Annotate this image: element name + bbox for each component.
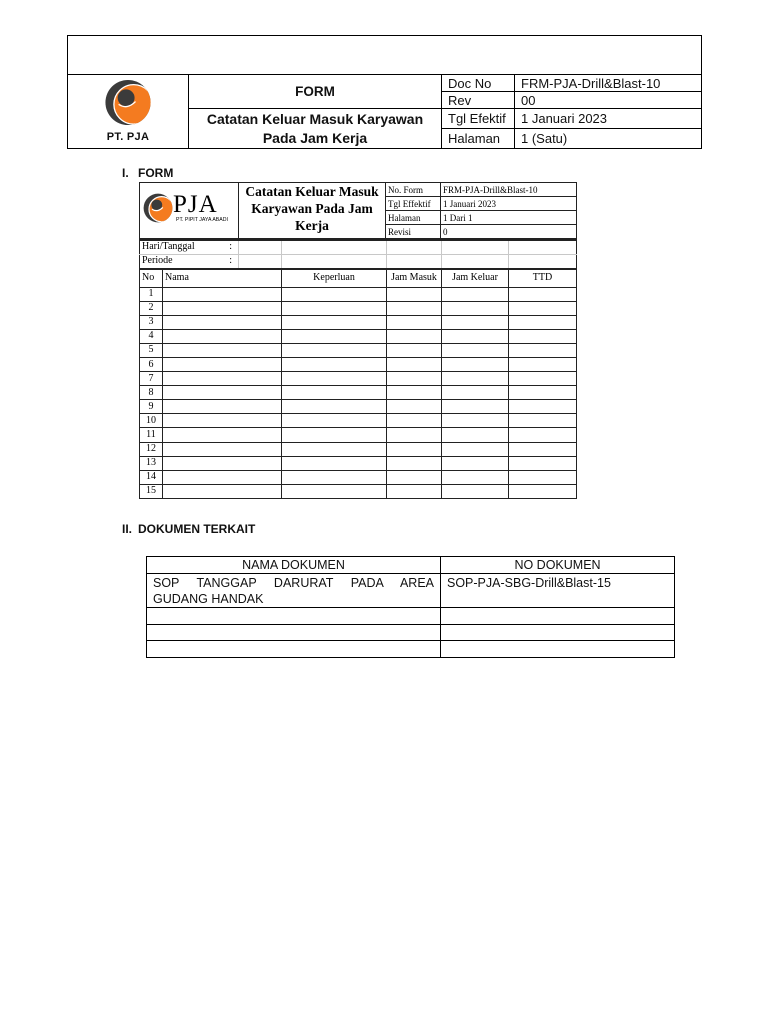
- attendance-cell-jam-keluar: [442, 470, 509, 484]
- form-meta-label: Tgl Effektif: [386, 197, 441, 211]
- attendance-row: [140, 386, 577, 400]
- nama-dokumen-cell: SOP TANGGAP DARURAT PADA AREA GUDANG HANDAK: [147, 574, 441, 608]
- header-top-row: [68, 36, 702, 75]
- attendance-cell-keperluan: [282, 456, 387, 470]
- attendance-cell-ttd: [509, 301, 577, 315]
- attendance-cell-jam-masuk: [387, 456, 442, 470]
- pja-logo-icon: [143, 193, 173, 223]
- attendance-cell-no: 4: [140, 329, 163, 343]
- form-logo-subtext: PT. PIPIT JAYA ABADI: [176, 217, 228, 223]
- field-label-cell: [140, 254, 239, 268]
- attendance-cell-nama: [163, 301, 282, 315]
- attendance-cell-keperluan: [282, 400, 387, 414]
- attendance-cell-jam-keluar: [442, 372, 509, 386]
- form-meta-label: No. Form: [386, 183, 441, 197]
- attendance-cell-nama: [163, 414, 282, 428]
- attendance-cell-nama: [163, 442, 282, 456]
- attendance-cell-no: 8: [140, 386, 163, 400]
- attendance-cell-jam-masuk: [387, 287, 442, 301]
- attendance-cell-nama: [163, 357, 282, 371]
- attendance-cell-nama: [163, 470, 282, 484]
- attendance-cell-jam-keluar: [442, 386, 509, 400]
- attendance-cell-keperluan: [282, 442, 387, 456]
- attendance-row: [140, 329, 577, 343]
- form-title: Catatan Keluar Masuk Karyawan Pada Jam Kerja: [239, 183, 386, 240]
- attendance-row: [140, 442, 577, 456]
- column-header-jam-keluar: Jam Keluar: [442, 269, 509, 287]
- attendance-cell-no: 11: [140, 428, 163, 442]
- section-label: DOKUMEN TERKAIT: [138, 522, 256, 536]
- attendance-row: [140, 357, 577, 371]
- attendance-cell-jam-masuk: [387, 400, 442, 414]
- attendance-cell-nama: [163, 329, 282, 343]
- dokumen-terkait-table: [146, 556, 675, 658]
- attendance-cell-jam-masuk: [387, 301, 442, 315]
- attendance-cell-keperluan: [282, 484, 387, 498]
- field-separator: :: [229, 255, 232, 266]
- attendance-cell-nama: [163, 400, 282, 414]
- attendance-cell-jam-masuk: [387, 343, 442, 357]
- field-value-cell: [239, 240, 282, 254]
- section-label: FORM: [138, 166, 174, 180]
- no-dokumen-cell: [441, 625, 675, 641]
- header-row: [68, 75, 702, 92]
- attendance-cell-jam-masuk: [387, 442, 442, 456]
- attendance-cell-nama: [163, 428, 282, 442]
- attendance-cell-no: 1: [140, 287, 163, 301]
- column-header-ttd: TTD: [509, 269, 577, 287]
- attendance-cell-no: 14: [140, 470, 163, 484]
- dokumen-row: [147, 574, 675, 608]
- field-value-cell: [282, 240, 387, 254]
- field-value-cell: [442, 240, 509, 254]
- attendance-cell-jam-masuk: [387, 386, 442, 400]
- attendance-cell-ttd: [509, 343, 577, 357]
- form-label: FORM: [189, 75, 442, 109]
- form-meta-value: 1 Dari 1: [441, 211, 577, 225]
- attendance-cell-jam-masuk: [387, 414, 442, 428]
- attendance-cell-jam-keluar: [442, 428, 509, 442]
- dokumen-row: [147, 608, 675, 625]
- attendance-table: [139, 268, 577, 499]
- field-separator: :: [229, 241, 232, 253]
- form-header-row: [140, 183, 577, 197]
- attendance-cell-jam-keluar: [442, 456, 509, 470]
- attendance-cell-jam-masuk: [387, 357, 442, 371]
- field-value-cell: [239, 254, 282, 268]
- attendance-cell-ttd: [509, 315, 577, 329]
- meta-value: 00: [515, 92, 702, 109]
- attendance-cell-keperluan: [282, 386, 387, 400]
- section-heading-dokumen: [122, 522, 255, 536]
- meta-label: Tgl Efektif: [442, 109, 515, 129]
- attendance-cell-keperluan: [282, 329, 387, 343]
- form-meta-label: Revisi: [386, 225, 441, 239]
- form-logo-text: PJA: [173, 191, 218, 218]
- nama-dokumen-cell: [147, 608, 441, 625]
- attendance-row: [140, 470, 577, 484]
- field-value-cell: [282, 254, 387, 268]
- form-field-row: [140, 240, 577, 254]
- form-meta-value: 1 Januari 2023: [441, 197, 577, 211]
- attendance-cell-keperluan: [282, 414, 387, 428]
- attendance-cell-no: 9: [140, 400, 163, 414]
- attendance-cell-jam-masuk: [387, 329, 442, 343]
- attendance-cell-jam-keluar: [442, 287, 509, 301]
- attendance-row: [140, 287, 577, 301]
- attendance-row: [140, 484, 577, 498]
- attendance-row: [140, 428, 577, 442]
- attendance-row: [140, 456, 577, 470]
- attendance-cell-ttd: [509, 357, 577, 371]
- attendance-header-row: [140, 269, 577, 287]
- attendance-cell-jam-keluar: [442, 329, 509, 343]
- document-title: Catatan Keluar Masuk Karyawan Pada Jam Kerja: [189, 109, 442, 149]
- field-value-cell: [509, 254, 577, 268]
- form-meta-label: Halaman: [386, 211, 441, 225]
- column-header-keperluan: Keperluan: [282, 269, 387, 287]
- attendance-cell-no: 12: [140, 442, 163, 456]
- dokumen-row: [147, 641, 675, 658]
- field-label-cell: [140, 240, 239, 254]
- meta-value: FRM-PJA-Drill&Blast-10: [515, 75, 702, 92]
- form-logo: [140, 183, 237, 238]
- form-fields-table: [139, 239, 577, 269]
- attendance-cell-jam-keluar: [442, 357, 509, 371]
- attendance-cell-jam-keluar: [442, 343, 509, 357]
- attendance-cell-jam-keluar: [442, 442, 509, 456]
- attendance-cell-no: 2: [140, 301, 163, 315]
- field-label: Periode: [142, 255, 173, 266]
- attendance-cell-keperluan: [282, 343, 387, 357]
- attendance-cell-no: 13: [140, 456, 163, 470]
- meta-value: 1 Januari 2023: [515, 109, 702, 129]
- attendance-cell-no: 7: [140, 372, 163, 386]
- attendance-cell-jam-masuk: [387, 315, 442, 329]
- field-value-cell: [442, 254, 509, 268]
- attendance-cell-ttd: [509, 372, 577, 386]
- document-header-table: [67, 35, 702, 149]
- company-name: PT. PJA: [106, 130, 150, 143]
- attendance-row: [140, 315, 577, 329]
- column-header-nama-dokumen: NAMA DOKUMEN: [147, 557, 441, 574]
- attendance-cell-ttd: [509, 470, 577, 484]
- pja-logo-icon: [103, 79, 153, 126]
- attendance-row: [140, 301, 577, 315]
- attendance-cell-no: 10: [140, 414, 163, 428]
- dokumen-row: [147, 625, 675, 641]
- attendance-cell-keperluan: [282, 372, 387, 386]
- attendance-cell-nama: [163, 484, 282, 498]
- attendance-cell-jam-keluar: [442, 414, 509, 428]
- dokumen-header-row: [147, 557, 675, 574]
- attendance-row: [140, 372, 577, 386]
- attendance-cell-no: 5: [140, 343, 163, 357]
- column-header-no: No: [140, 269, 163, 287]
- attendance-cell-ttd: [509, 456, 577, 470]
- attendance-cell-keperluan: [282, 301, 387, 315]
- nama-dokumen-cell: [147, 625, 441, 641]
- attendance-cell-nama: [163, 456, 282, 470]
- attendance-cell-nama: [163, 287, 282, 301]
- attendance-cell-keperluan: [282, 357, 387, 371]
- attendance-cell-jam-masuk: [387, 372, 442, 386]
- column-header-nama: Nama: [163, 269, 282, 287]
- column-header-jam-masuk: Jam Masuk: [387, 269, 442, 287]
- form-meta-value: FRM-PJA-Drill&Blast-10: [441, 183, 577, 197]
- attendance-cell-ttd: [509, 442, 577, 456]
- attendance-cell-nama: [163, 343, 282, 357]
- attendance-cell-ttd: [509, 414, 577, 428]
- attendance-cell-keperluan: [282, 315, 387, 329]
- attendance-cell-jam-keluar: [442, 484, 509, 498]
- attendance-row: [140, 400, 577, 414]
- attendance-cell-jam-keluar: [442, 400, 509, 414]
- no-dokumen-cell: SOP-PJA-SBG-Drill&Blast-15: [441, 574, 675, 608]
- attendance-cell-keperluan: [282, 470, 387, 484]
- column-header-no-dokumen: NO DOKUMEN: [441, 557, 675, 574]
- form-meta-value: 0: [441, 225, 577, 239]
- attendance-cell-keperluan: [282, 428, 387, 442]
- attendance-row: [140, 414, 577, 428]
- meta-label: Doc No: [442, 75, 515, 92]
- field-label: Hari/Tanggal: [142, 241, 195, 253]
- attendance-cell-jam-masuk: [387, 428, 442, 442]
- no-dokumen-cell: [441, 608, 675, 625]
- no-dokumen-cell: [441, 641, 675, 658]
- attendance-cell-ttd: [509, 329, 577, 343]
- meta-label: Rev: [442, 92, 515, 109]
- company-logo-cell: [68, 75, 189, 149]
- attendance-rows: [140, 287, 577, 498]
- attendance-cell-ttd: [509, 386, 577, 400]
- attendance-cell-jam-masuk: [387, 470, 442, 484]
- attendance-cell-keperluan: [282, 287, 387, 301]
- field-value-cell: [509, 240, 577, 254]
- attendance-cell-nama: [163, 315, 282, 329]
- field-value-cell: [387, 254, 442, 268]
- attendance-cell-no: 15: [140, 484, 163, 498]
- attendance-cell-no: 3: [140, 315, 163, 329]
- meta-label: Halaman: [442, 129, 515, 149]
- section-heading-form: [122, 166, 173, 180]
- attendance-cell-jam-masuk: [387, 484, 442, 498]
- nama-dokumen-cell: [147, 641, 441, 658]
- attendance-cell-no: 6: [140, 357, 163, 371]
- header-blank-cell: [68, 36, 702, 75]
- form-header-table: [139, 182, 577, 240]
- meta-value: 1 (Satu): [515, 129, 702, 149]
- attendance-cell-nama: [163, 372, 282, 386]
- attendance-cell-ttd: [509, 428, 577, 442]
- section-number: II.: [122, 522, 133, 536]
- attendance-cell-ttd: [509, 400, 577, 414]
- field-value-cell: [387, 240, 442, 254]
- section-number: I.: [122, 166, 129, 180]
- form-logo-cell: [140, 183, 239, 240]
- attendance-cell-ttd: [509, 484, 577, 498]
- form-field-row: [140, 254, 577, 268]
- attendance-cell-jam-keluar: [442, 315, 509, 329]
- attendance-cell-jam-keluar: [442, 301, 509, 315]
- attendance-cell-nama: [163, 386, 282, 400]
- attendance-row: [140, 343, 577, 357]
- attendance-cell-ttd: [509, 287, 577, 301]
